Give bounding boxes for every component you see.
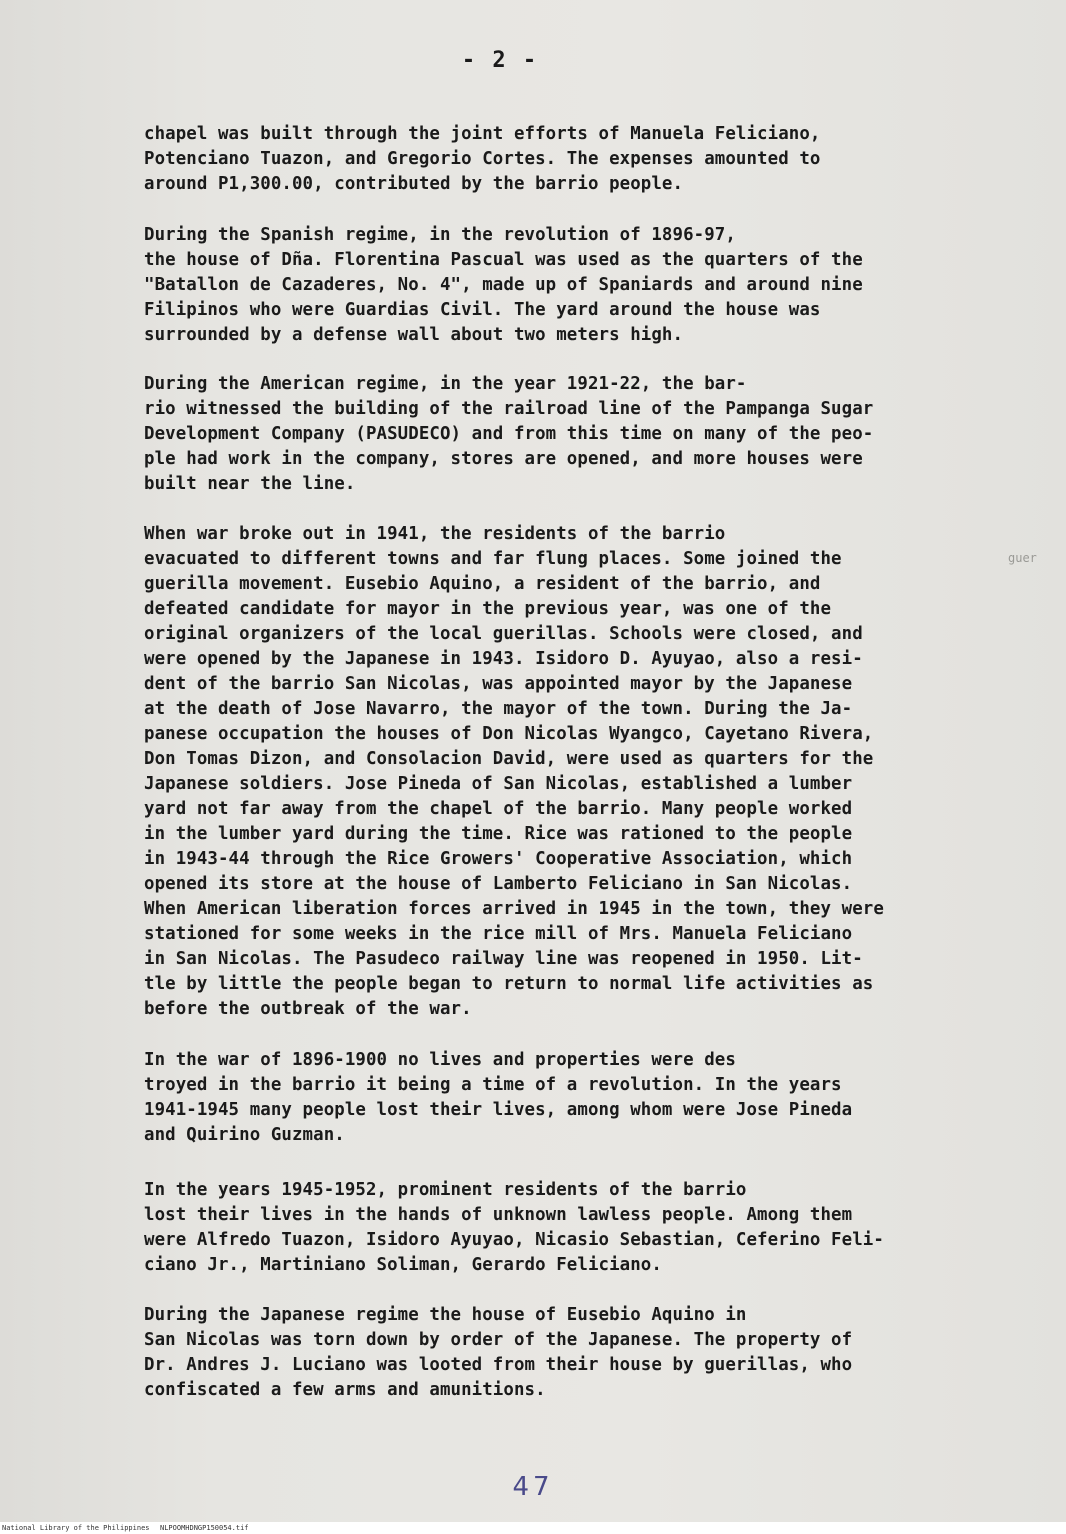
text-line: original organizers of the local guerillas. Schools were closed, and (144, 624, 863, 644)
footer-library: National Library of the Philippines (2, 1524, 150, 1532)
text-line: in 1943-44 through the Rice Growers' Cooperative Association, which (144, 849, 853, 869)
text-line: In the years 1945-1952, prominent residents of the barrio (144, 1180, 747, 1200)
paragraph-2 (144, 223, 1044, 348)
text-line: lost their lives in the hands of unknown lawless people. Among them (144, 1205, 853, 1225)
paragraph-7 (144, 1303, 1044, 1403)
text-line: ple had work in the company, stores are opened, and more houses were (144, 449, 863, 469)
text-line: ciano Jr., Martiniano Soliman, Gerardo Feliciano. (144, 1255, 662, 1275)
text-line: "Batallon de Cazaderes, No. 4", made up of Spaniards and around nine (144, 275, 863, 295)
paragraph-6 (144, 1178, 1044, 1278)
text-line: Japanese soldiers. Jose Pineda of San Nicolas, established a lumber (144, 774, 853, 794)
scan-footer (0, 1522, 1066, 1534)
text-line: were Alfredo Tuazon, Isidoro Ayuyao, Nicasio Sebastian, Ceferino Feli- (144, 1230, 884, 1250)
text-line: yard not far away from the chapel of the barrio. Many people worked (144, 799, 853, 819)
text-line: evacuated to different towns and far flung places. Some joined the (144, 549, 842, 569)
text-line: In the war of 1896-1900 no lives and properties were des (144, 1050, 736, 1070)
text-line: guerilla movement. Eusebio Aquino, a resident of the barrio, and (144, 574, 821, 594)
text-line: before the outbreak of the war. (144, 999, 472, 1019)
text-line: troyed in the barrio it being a time of a revolution. In the years (144, 1075, 842, 1095)
text-line: During the Japanese regime the house of Eusebio Aquino in (144, 1305, 747, 1325)
text-line: Don Tomas Dizon, and Consolacion David, were used as quarters for the (144, 749, 874, 769)
text-line: confiscated a few arms and amunitions. (144, 1380, 546, 1400)
text-line: surrounded by a defense wall about two meters high. (144, 325, 684, 345)
text-line: dent of the barrio San Nicolas, was appointed mayor by the Japanese (144, 674, 853, 694)
margin-note: guer (1008, 551, 1037, 565)
text-line: When war broke out in 1941, the residents of the barrio (144, 524, 726, 544)
page-number: - 2 - (461, 48, 539, 73)
paragraph-3 (144, 372, 1044, 497)
paragraph-4 (144, 522, 1044, 1022)
text-line: at the death of Jose Navarro, the mayor of the town. During the Ja- (144, 699, 853, 719)
text-line: defeated candidate for mayor in the previous year, was one of the (144, 599, 832, 619)
text-line: Development Company (PASUDECO) and from this time on many of the peo- (144, 424, 874, 444)
text-line: Potenciano Tuazon, and Gregorio Cortes. The expenses amounted to (144, 149, 821, 169)
text-line: During the Spanish regime, in the revolution of 1896-97, (144, 225, 736, 245)
text-line: the house of Dña. Florentina Pascual was used as the quarters of the (144, 250, 863, 270)
text-line: Dr. Andres J. Luciano was looted from their house by guerillas, who (144, 1355, 853, 1375)
paragraph-5 (144, 1048, 1044, 1148)
footer-filename: NLPOOMHDNGP150054.tif (160, 1524, 249, 1532)
stamp-number: 47 (512, 1472, 554, 1502)
text-line: panese occupation the houses of Don Nicolas Wyangco, Cayetano Rivera, (144, 724, 874, 744)
text-line: opened its store at the house of Lamberto Feliciano in San Nicolas. (144, 874, 853, 894)
text-line: Filipinos who were Guardias Civil. The yard around the house was (144, 300, 821, 320)
text-line: were opened by the Japanese in 1943. Isidoro D. Ayuyao, also a resi- (144, 649, 863, 669)
text-line: around P1,300.00, contributed by the barrio people. (144, 174, 684, 194)
text-line: and Quirino Guzman. (144, 1125, 345, 1145)
paragraph-1 (144, 122, 1044, 197)
text-line: During the American regime, in the year 1921-22, the bar- (144, 374, 747, 394)
text-line: chapel was built through the joint efforts of Manuela Feliciano, (144, 124, 821, 144)
text-line: San Nicolas was torn down by order of the Japanese. The property of (144, 1330, 853, 1350)
text-line: built near the line. (144, 474, 356, 494)
text-line: 1941-1945 many people lost their lives, among whom were Jose Pineda (144, 1100, 853, 1120)
text-line: stationed for some weeks in the rice mill of Mrs. Manuela Feliciano (144, 924, 853, 944)
text-line: When American liberation forces arrived in 1945 in the town, they were (144, 899, 884, 919)
text-line: in the lumber yard during the time. Rice was rationed to the people (144, 824, 853, 844)
text-line: rio witnessed the building of the railroad line of the Pampanga Sugar (144, 399, 874, 419)
text-line: tle by little the people began to return to normal life activities as (144, 974, 874, 994)
text-line: in San Nicolas. The Pasudeco railway line was reopened in 1950. Lit- (144, 949, 863, 969)
